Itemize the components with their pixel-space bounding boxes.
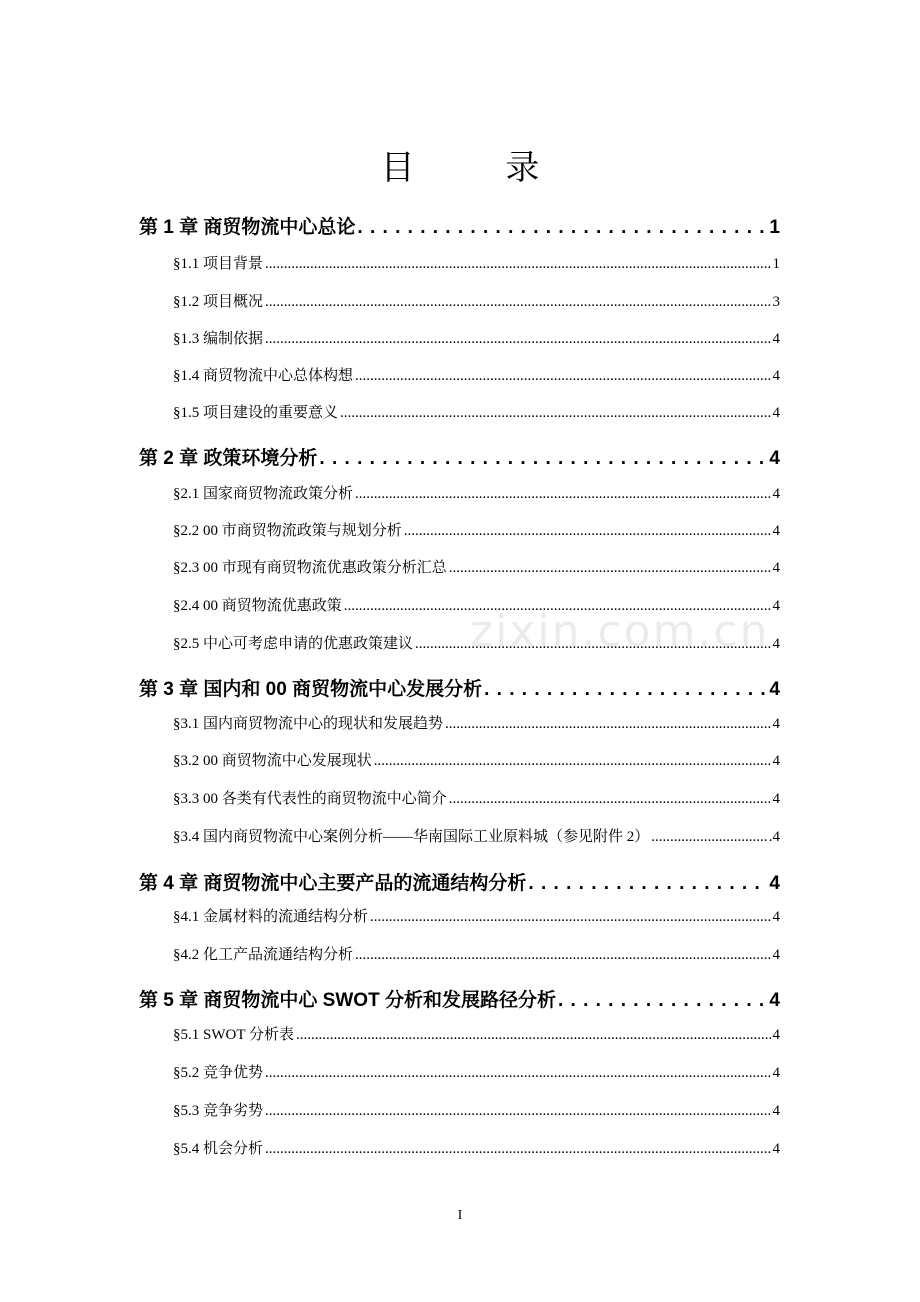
toc-entry-page-number: 1 — [769, 217, 780, 238]
toc-section-entry[interactable] — [139, 905, 780, 926]
dot-leader — [370, 909, 770, 926]
toc-entry-label: §5.1 SWOT 分析表 — [173, 1027, 294, 1043]
dot-leader — [340, 405, 770, 422]
toc-entry-page-number: 4 — [772, 1103, 780, 1119]
toc-section-entry[interactable] — [139, 712, 780, 733]
toc-section-entry[interactable] — [139, 1023, 780, 1044]
toc-entry-page-number: .4 — [768, 829, 780, 845]
toc-entry-page-number: 4 — [772, 791, 780, 807]
toc-entry-page-number: 3 — [772, 294, 780, 310]
dot-leader — [344, 598, 771, 615]
toc-section-entry[interactable] — [139, 556, 780, 577]
toc-chapter-entry[interactable] — [139, 985, 780, 1012]
toc-entry-label: §4.2 化工产品流通结构分析 — [173, 947, 354, 963]
toc-chapter-entry[interactable] — [139, 868, 780, 895]
toc-chapter-entry[interactable] — [139, 443, 780, 470]
page-title: 目 录 — [380, 148, 580, 188]
dot-leader — [265, 294, 770, 311]
toc-section-entry[interactable] — [139, 632, 780, 653]
toc-section-entry[interactable] — [139, 364, 780, 385]
dot-leader — [355, 486, 770, 503]
toc-entry-label: §2.3 00 市现有商贸物流优惠政策分析汇总 — [173, 560, 447, 576]
dot-leader — [355, 368, 770, 385]
dot-leader — [357, 217, 767, 239]
toc-entry-page-number: 4 — [769, 448, 780, 469]
toc-section-entry[interactable] — [139, 787, 780, 808]
dot-leader — [445, 716, 770, 733]
toc-chapter-entry[interactable] — [139, 674, 780, 701]
toc-chapter-entry[interactable] — [139, 212, 780, 239]
page-number-footer: I — [457, 1208, 463, 1223]
toc-entry-page-number: 4 — [772, 909, 780, 925]
dot-leader — [265, 1103, 770, 1120]
toc-entry-label: §2.1 国家商贸物流政策分析 — [173, 486, 354, 502]
toc-entry-page-number: 1 — [772, 256, 780, 272]
toc-entry-page-number: 4 — [769, 990, 780, 1011]
toc-entry-page-number: 4 — [772, 523, 780, 539]
toc-entry-page-number: 4 — [772, 753, 780, 769]
toc-entry-label: 第 2 章 政策环境分析 — [139, 448, 318, 469]
toc-entry-label: §5.3 竞争劣势 — [173, 1103, 264, 1119]
dot-leader — [265, 1065, 770, 1082]
toc-entry-label: §3.4 国内商贸物流中心案例分析——华南国际工业原料城（参见附件 2） — [173, 829, 650, 845]
toc-entry-page-number: 4 — [772, 947, 780, 963]
toc-entry-label: §4.1 金属材料的流通结构分析 — [173, 909, 369, 925]
toc-entry-page-number: 4 — [772, 331, 780, 347]
dot-leader — [374, 753, 771, 770]
toc-entry-label: §3.2 00 商贸物流中心发展现状 — [173, 753, 372, 769]
toc-entry-label: §1.5 项目建设的重要意义 — [173, 405, 339, 421]
toc-section-entry[interactable] — [139, 327, 780, 348]
toc-section-entry[interactable] — [139, 1061, 780, 1082]
toc-entry-label: §2.5 中心可考虑申请的优惠政策建议 — [173, 636, 414, 652]
toc-section-entry[interactable] — [139, 1099, 780, 1120]
dot-leader — [651, 829, 766, 846]
toc-entry-page-number: 4 — [769, 679, 780, 700]
toc-section-entry[interactable] — [139, 749, 780, 770]
toc-entry-page-number: 4 — [769, 873, 780, 894]
toc-entry-label: 第 5 章 商贸物流中心 SWOT 分析和发展路径分析 — [139, 990, 556, 1011]
dot-leader — [265, 331, 770, 348]
toc-section-entry[interactable] — [139, 482, 780, 503]
toc-entry-page-number: 4 — [772, 716, 780, 732]
toc-entry-page-number: 4 — [772, 636, 780, 652]
toc-entry-page-number: 4 — [772, 1065, 780, 1081]
dot-leader — [355, 947, 770, 964]
toc-entry-label: §1.2 项目概况 — [173, 294, 264, 310]
dot-leader — [558, 990, 767, 1012]
dot-leader — [415, 636, 770, 653]
watermark: zixin.com.cn — [470, 606, 770, 657]
dot-leader — [319, 448, 767, 470]
toc-section-entry[interactable] — [139, 825, 780, 846]
toc-entry-label: §2.4 00 商贸物流优惠政策 — [173, 598, 342, 614]
toc-entry-label: §2.2 00 市商贸物流政策与规划分析 — [173, 523, 402, 539]
toc-entry-label: 第 1 章 商贸物流中心总论 — [139, 217, 356, 238]
dot-leader — [528, 873, 767, 895]
toc-section-entry[interactable] — [139, 401, 780, 422]
toc-entry-label: §3.1 国内商贸物流中心的现状和发展趋势 — [173, 716, 444, 732]
toc-entry-label: §1.1 项目背景 — [173, 256, 264, 272]
toc-entry-label: §5.4 机会分析 — [173, 1141, 264, 1157]
toc-entry-page-number: 4 — [772, 1027, 780, 1043]
toc-entry-page-number: 4 — [772, 598, 780, 614]
dot-leader — [265, 1141, 770, 1158]
dot-leader — [404, 523, 771, 540]
toc-section-entry[interactable] — [139, 1137, 780, 1158]
toc-section-entry[interactable] — [139, 290, 780, 311]
toc-section-entry[interactable] — [139, 943, 780, 964]
toc-entry-page-number: 4 — [772, 486, 780, 502]
toc-entry-label: §1.3 编制依据 — [173, 331, 264, 347]
toc-entry-page-number: 4 — [772, 560, 780, 576]
toc-entry-page-number: 4 — [772, 1141, 780, 1157]
dot-leader — [265, 256, 770, 273]
toc-entry-page-number: 4 — [772, 405, 780, 421]
dot-leader — [484, 679, 767, 701]
dot-leader — [449, 560, 771, 577]
toc-entry-label: 第 4 章 商贸物流中心主要产品的流通结构分析 — [139, 873, 527, 894]
dot-leader — [449, 791, 771, 808]
toc-section-entry[interactable] — [139, 519, 780, 540]
toc-entry-label: §1.4 商贸物流中心总体构想 — [173, 368, 354, 384]
toc-section-entry[interactable] — [139, 594, 780, 615]
toc-entry-label: §3.3 00 各类有代表性的商贸物流中心简介 — [173, 791, 447, 807]
toc-entry-label: §5.2 竞争优势 — [173, 1065, 264, 1081]
dot-leader — [296, 1027, 771, 1044]
toc-section-entry[interactable] — [139, 252, 780, 273]
toc-entry-label: 第 3 章 国内和 00 商贸物流中心发展分析 — [139, 679, 483, 700]
toc-entry-page-number: 4 — [772, 368, 780, 384]
